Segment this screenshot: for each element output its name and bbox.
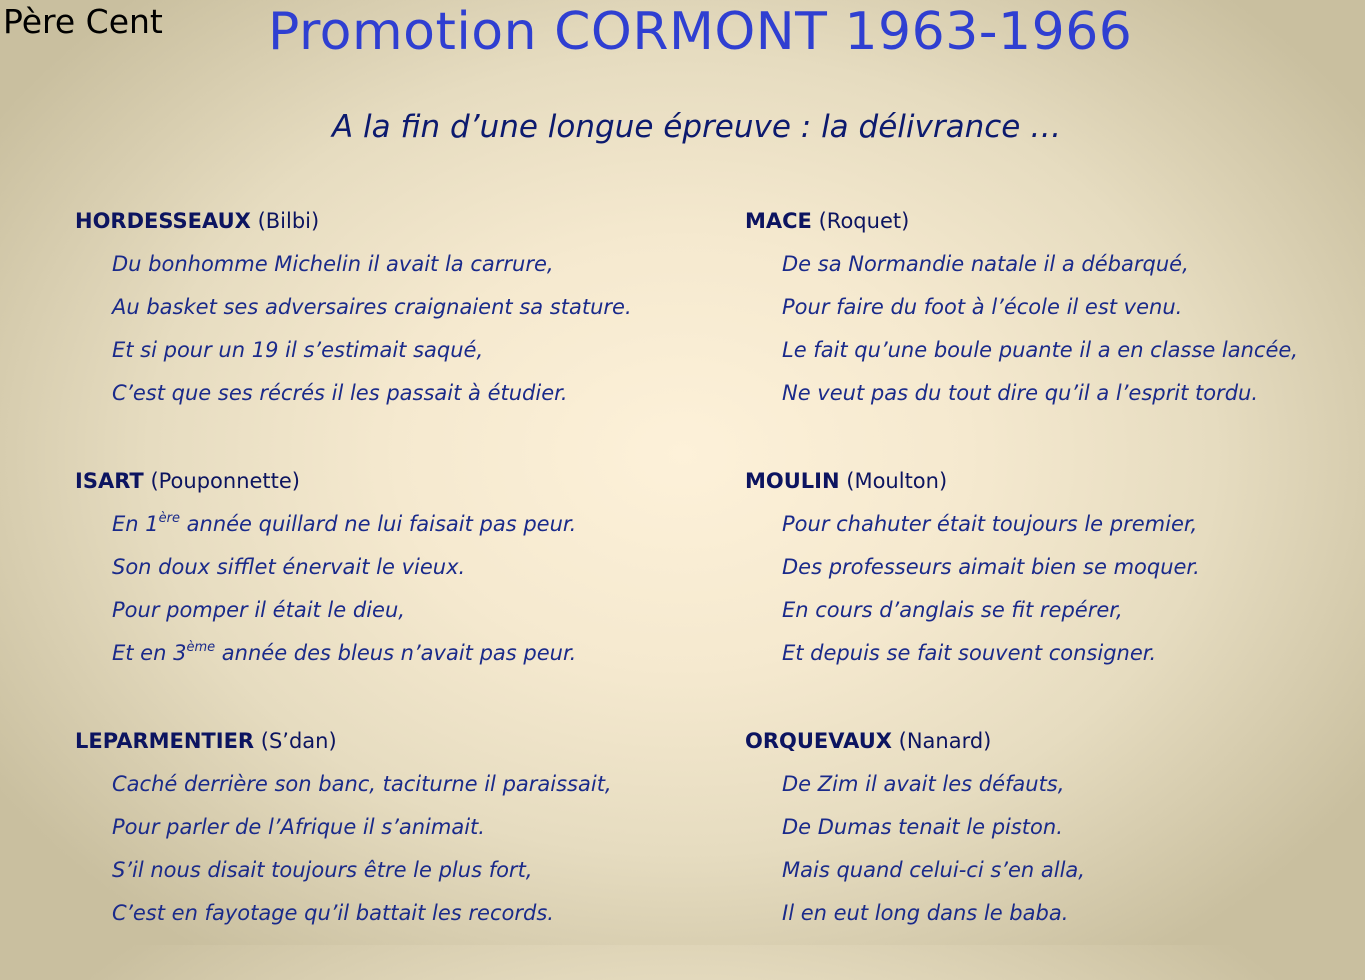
verse-text: Pour faire du foot à l’école il est venu. [782, 295, 1183, 319]
student-nickname: (Bilbi) [257, 209, 320, 233]
verse-text: Mais quand celui-ci s’en alla, [782, 858, 1085, 882]
student-name: HORDESSEAUX [75, 209, 251, 233]
verse-text-continued: année des bleus n’avait pas peur. [215, 641, 577, 665]
verse-text: Le fait qu’une boule puante il a en classe lancée, [782, 338, 1298, 362]
corner-label: Père Cent [3, 2, 163, 41]
entry-header [745, 720, 1355, 763]
verse-text-continued: année quillard ne lui faisait pas peur. [179, 512, 577, 536]
verse-line [745, 286, 1355, 329]
verse-text: De sa Normandie natale il a débarqué, [782, 252, 1189, 276]
poem-entry [75, 720, 685, 980]
verse-line [745, 892, 1355, 935]
verse-line [75, 286, 685, 329]
poem-entry [745, 720, 1355, 980]
verse-line [75, 243, 685, 286]
verse-line [745, 243, 1355, 286]
verse-text: Du bonhomme Michelin il avait la carrure, [112, 252, 554, 276]
verse-text: De Dumas tenait le piston. [782, 815, 1063, 839]
student-nickname: (S’dan) [260, 729, 337, 753]
student-nickname: (Roquet) [818, 209, 910, 233]
student-name: MACE [745, 209, 812, 233]
verse-line [745, 329, 1355, 372]
student-nickname: (Moulton) [846, 469, 948, 493]
student-nickname: (Nanard) [898, 729, 992, 753]
verse-line [75, 503, 685, 546]
student-name: ISART [75, 469, 144, 493]
verse-line [75, 892, 685, 935]
verse-line [75, 632, 685, 675]
verse-text: En 1 [112, 512, 159, 536]
verse-line [745, 589, 1355, 632]
verse-line [745, 763, 1355, 806]
ordinal-superscript: ème [186, 640, 216, 655]
verse-line [745, 632, 1355, 675]
verse-line [75, 849, 685, 892]
student-name: MOULIN [745, 469, 840, 493]
poem-entry [75, 200, 685, 460]
right-column [745, 200, 1355, 980]
entry-header [75, 200, 685, 243]
verse-text: Pour parler de l’Afrique il s’animait. [112, 815, 485, 839]
verse-text: C’est que ses récrés il les passait à étudier. [112, 381, 568, 405]
verse-line [75, 372, 685, 415]
verse-line [75, 763, 685, 806]
verse-line [75, 806, 685, 849]
poem-entry [75, 460, 685, 720]
verse-line [745, 806, 1355, 849]
poem-entry [745, 200, 1355, 460]
verse-text: En cours d’anglais se fit repérer, [782, 598, 1123, 622]
verse-text: Pour pomper il était le dieu, [112, 598, 405, 622]
verse-text: Et depuis se fait souvent consigner. [782, 641, 1157, 665]
verse-text: Pour chahuter était toujours le premier, [782, 512, 1198, 536]
poem-entry [745, 460, 1355, 720]
entry-header [75, 460, 685, 503]
verse-line [745, 372, 1355, 415]
student-name: LEPARMENTIER [75, 729, 255, 753]
page-subtitle: A la fin d’une longue épreuve : la délivrance … [332, 109, 1062, 145]
verse-text: Au basket ses adversaires craignaient sa stature. [112, 295, 632, 319]
verse-text: Des professeurs aimait bien se moquer. [782, 555, 1200, 579]
verse-text: Son doux sifflet énervait le vieux. [112, 555, 466, 579]
entry-header [745, 200, 1355, 243]
verse-line [75, 589, 685, 632]
entry-header [75, 720, 685, 763]
student-nickname: (Pouponnette) [150, 469, 301, 493]
verse-line [75, 546, 685, 589]
verse-text: Ne veut pas du tout dire qu’il a l’esprit tordu. [782, 381, 1259, 405]
verse-line [745, 503, 1355, 546]
verse-text: S’il nous disait toujours être le plus fort, [112, 858, 533, 882]
verse-text: De Zim il avait les défauts, [782, 772, 1065, 796]
page-title: Promotion CORMONT 1963-1966 [268, 2, 1133, 62]
verse-text: C’est en fayotage qu’il battait les records. [112, 901, 554, 925]
verse-text: Caché derrière son banc, taciturne il paraissait, [112, 772, 612, 796]
verse-text: Il en eut long dans le baba. [782, 901, 1069, 925]
entry-header [745, 460, 1355, 503]
left-column [75, 200, 685, 980]
student-name: ORQUEVAUX [745, 729, 892, 753]
verse-line [75, 329, 685, 372]
verse-line [745, 849, 1355, 892]
verse-line [745, 546, 1355, 589]
ordinal-superscript: ère [158, 511, 180, 526]
verse-text: Et si pour un 19 il s’estimait saqué, [112, 338, 484, 362]
verse-text: Et en 3 [112, 641, 187, 665]
